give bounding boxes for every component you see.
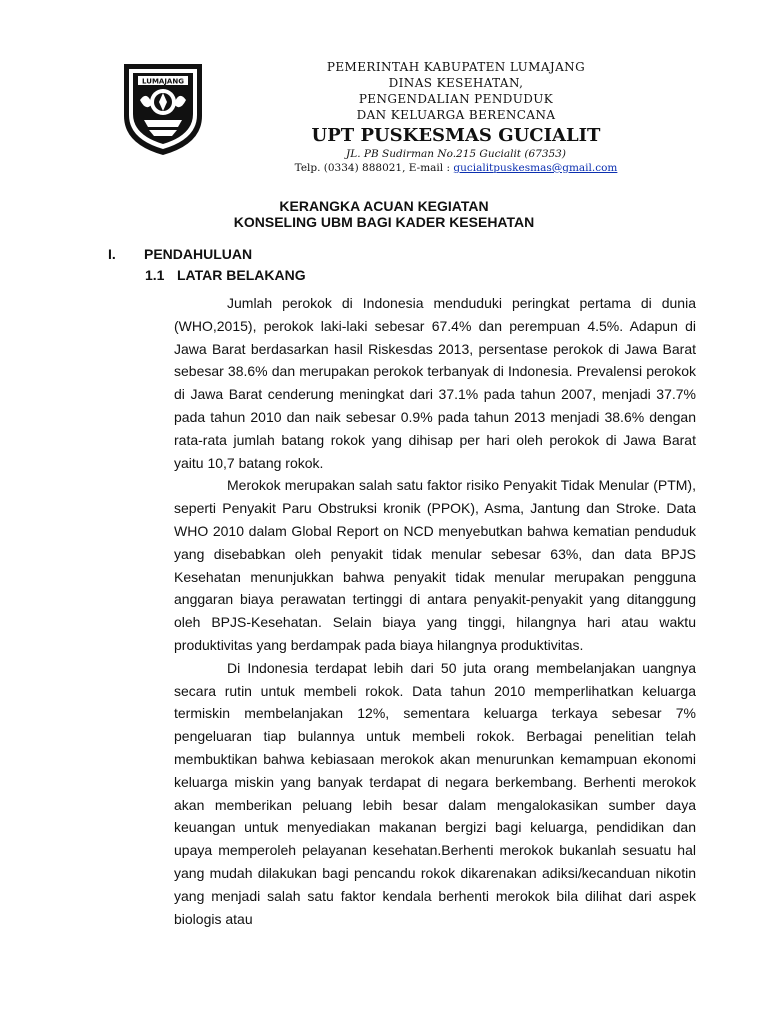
subsection-heading <box>145 266 306 284</box>
section-number: I. <box>108 246 116 262</box>
paragraph-3: Di Indonesia terdapat lebih dari 50 juta orang membelanjakan uangnya secara rutin untuk membeli rokok. Data tahun 2010 memperlihatkan keluarga termiskin membelanjakan 12%, sementara keluarga terkaya sebesar 7% pengeluaran tiap bulannya untuk membeli rokok. Berbagai penelitian telah membuktikan bahwa kebiasaan merokok akan menurunkan kemampuan ekonomi keluarga miskin yang banyak terdapat di negara berkembang. Berhenti merokok akan memberikan peluang lebih besar dalam mengalokasikan sumber daya keuangan untuk menyediakan makanan bergizi bagi keluarga, pendidikan dan upaya memperoleh pelayanan kesehatan.Berhenti merokok bukanlah sesuatu hal yang mudah dilakukan bagi pencandu rokok dikarenakan adiksi/kecanduan nikotin yang menjadi salah satu faktor kendala berhenti merokok bila dilihat dari aspek biologis atau <box>174 659 696 927</box>
letterhead-department-3: DAN KELUARGA BERENCANA <box>356 108 556 122</box>
document-title <box>0 198 768 230</box>
organization-address: JL. PB Sudirman No.215 Gucialit (67353) <box>346 148 566 160</box>
subsection-number: 1.1 <box>145 267 165 283</box>
contact-phone: Telp. (0334) 888021, E-mail : <box>294 162 454 174</box>
document-title-line-2: KONSELING UBM BAGI KADER KESEHATAN <box>233 214 535 230</box>
letterhead-government: PEMERINTAH KABUPATEN LUMAJANG <box>326 60 586 74</box>
subsection-title: LATAR BELAKANG <box>177 267 306 283</box>
organization-contact <box>250 161 662 175</box>
letterhead-department-2: PENGENDALIAN PENDUDUK <box>358 92 554 106</box>
body-text <box>174 292 696 953</box>
section-title: PENDAHULUAN <box>144 246 253 262</box>
paragraph-2: Merokok merupakan salah satu faktor risiko Penyakit Tidak Menular (PTM), seperti Penyakit Paru Obstruksi kronik (PPOK), Asma, Jantung dan Stroke. Data WHO 2010 dalam Global Report on NCD menyebutkan bahwa kematian penduduk yang disebabkan oleh penyakit tidak menular sebesar 63%, dan data BPJS Kesehatan menunjukkan bahwa penyakit tidak menular merupakan pengguna anggaran biaya perawatan tertinggi di antara penyakit-penyakit yang ditanggung oleh BPJS-Kesehatan. Selain biaya yang tinggi, hilangnya hari atau waktu produktivitas yang berdampak pada biaya hilangnya produktivitas. <box>174 477 696 653</box>
regency-crest-logo <box>120 60 206 158</box>
section-heading <box>108 245 252 263</box>
email-link[interactable]: gucialitpuskesmas@gmail.com <box>453 162 618 174</box>
crest-lettering: LUMAJANG <box>142 77 184 86</box>
organization-name: UPT PUSKESMAS GUCIALIT <box>311 125 601 146</box>
letterhead <box>250 59 662 175</box>
document-title-line-1: KERANGKA ACUAN KEGIATAN <box>279 198 489 214</box>
paragraph-1: Jumlah perokok di Indonesia menduduki peringkat pertama di dunia (WHO,2015), perokok laki-laki sebesar 67.4% dan perempuan 4.5%. Adapun di Jawa Barat berdasarkan hasil Riskesdas 2013, persentase perokok di Jawa Barat sebesar 38.6% dan merupakan perokok terbanyak di Indonesia. Prevalensi perokok di Jawa Barat cenderung meningkat dari 37.1% pada tahun 2007, menjadi 37.7% pada tahun 2010 dan naik sebesar 0.9% pada tahun 2013 menjadi 38.6% dengan rata-rata jumlah batang rokok yang dihisap per hari oleh perokok di Jawa Barat yaitu 10,7 batang rokok. <box>174 295 696 471</box>
letterhead-department: DINAS KESEHATAN, <box>388 76 524 90</box>
